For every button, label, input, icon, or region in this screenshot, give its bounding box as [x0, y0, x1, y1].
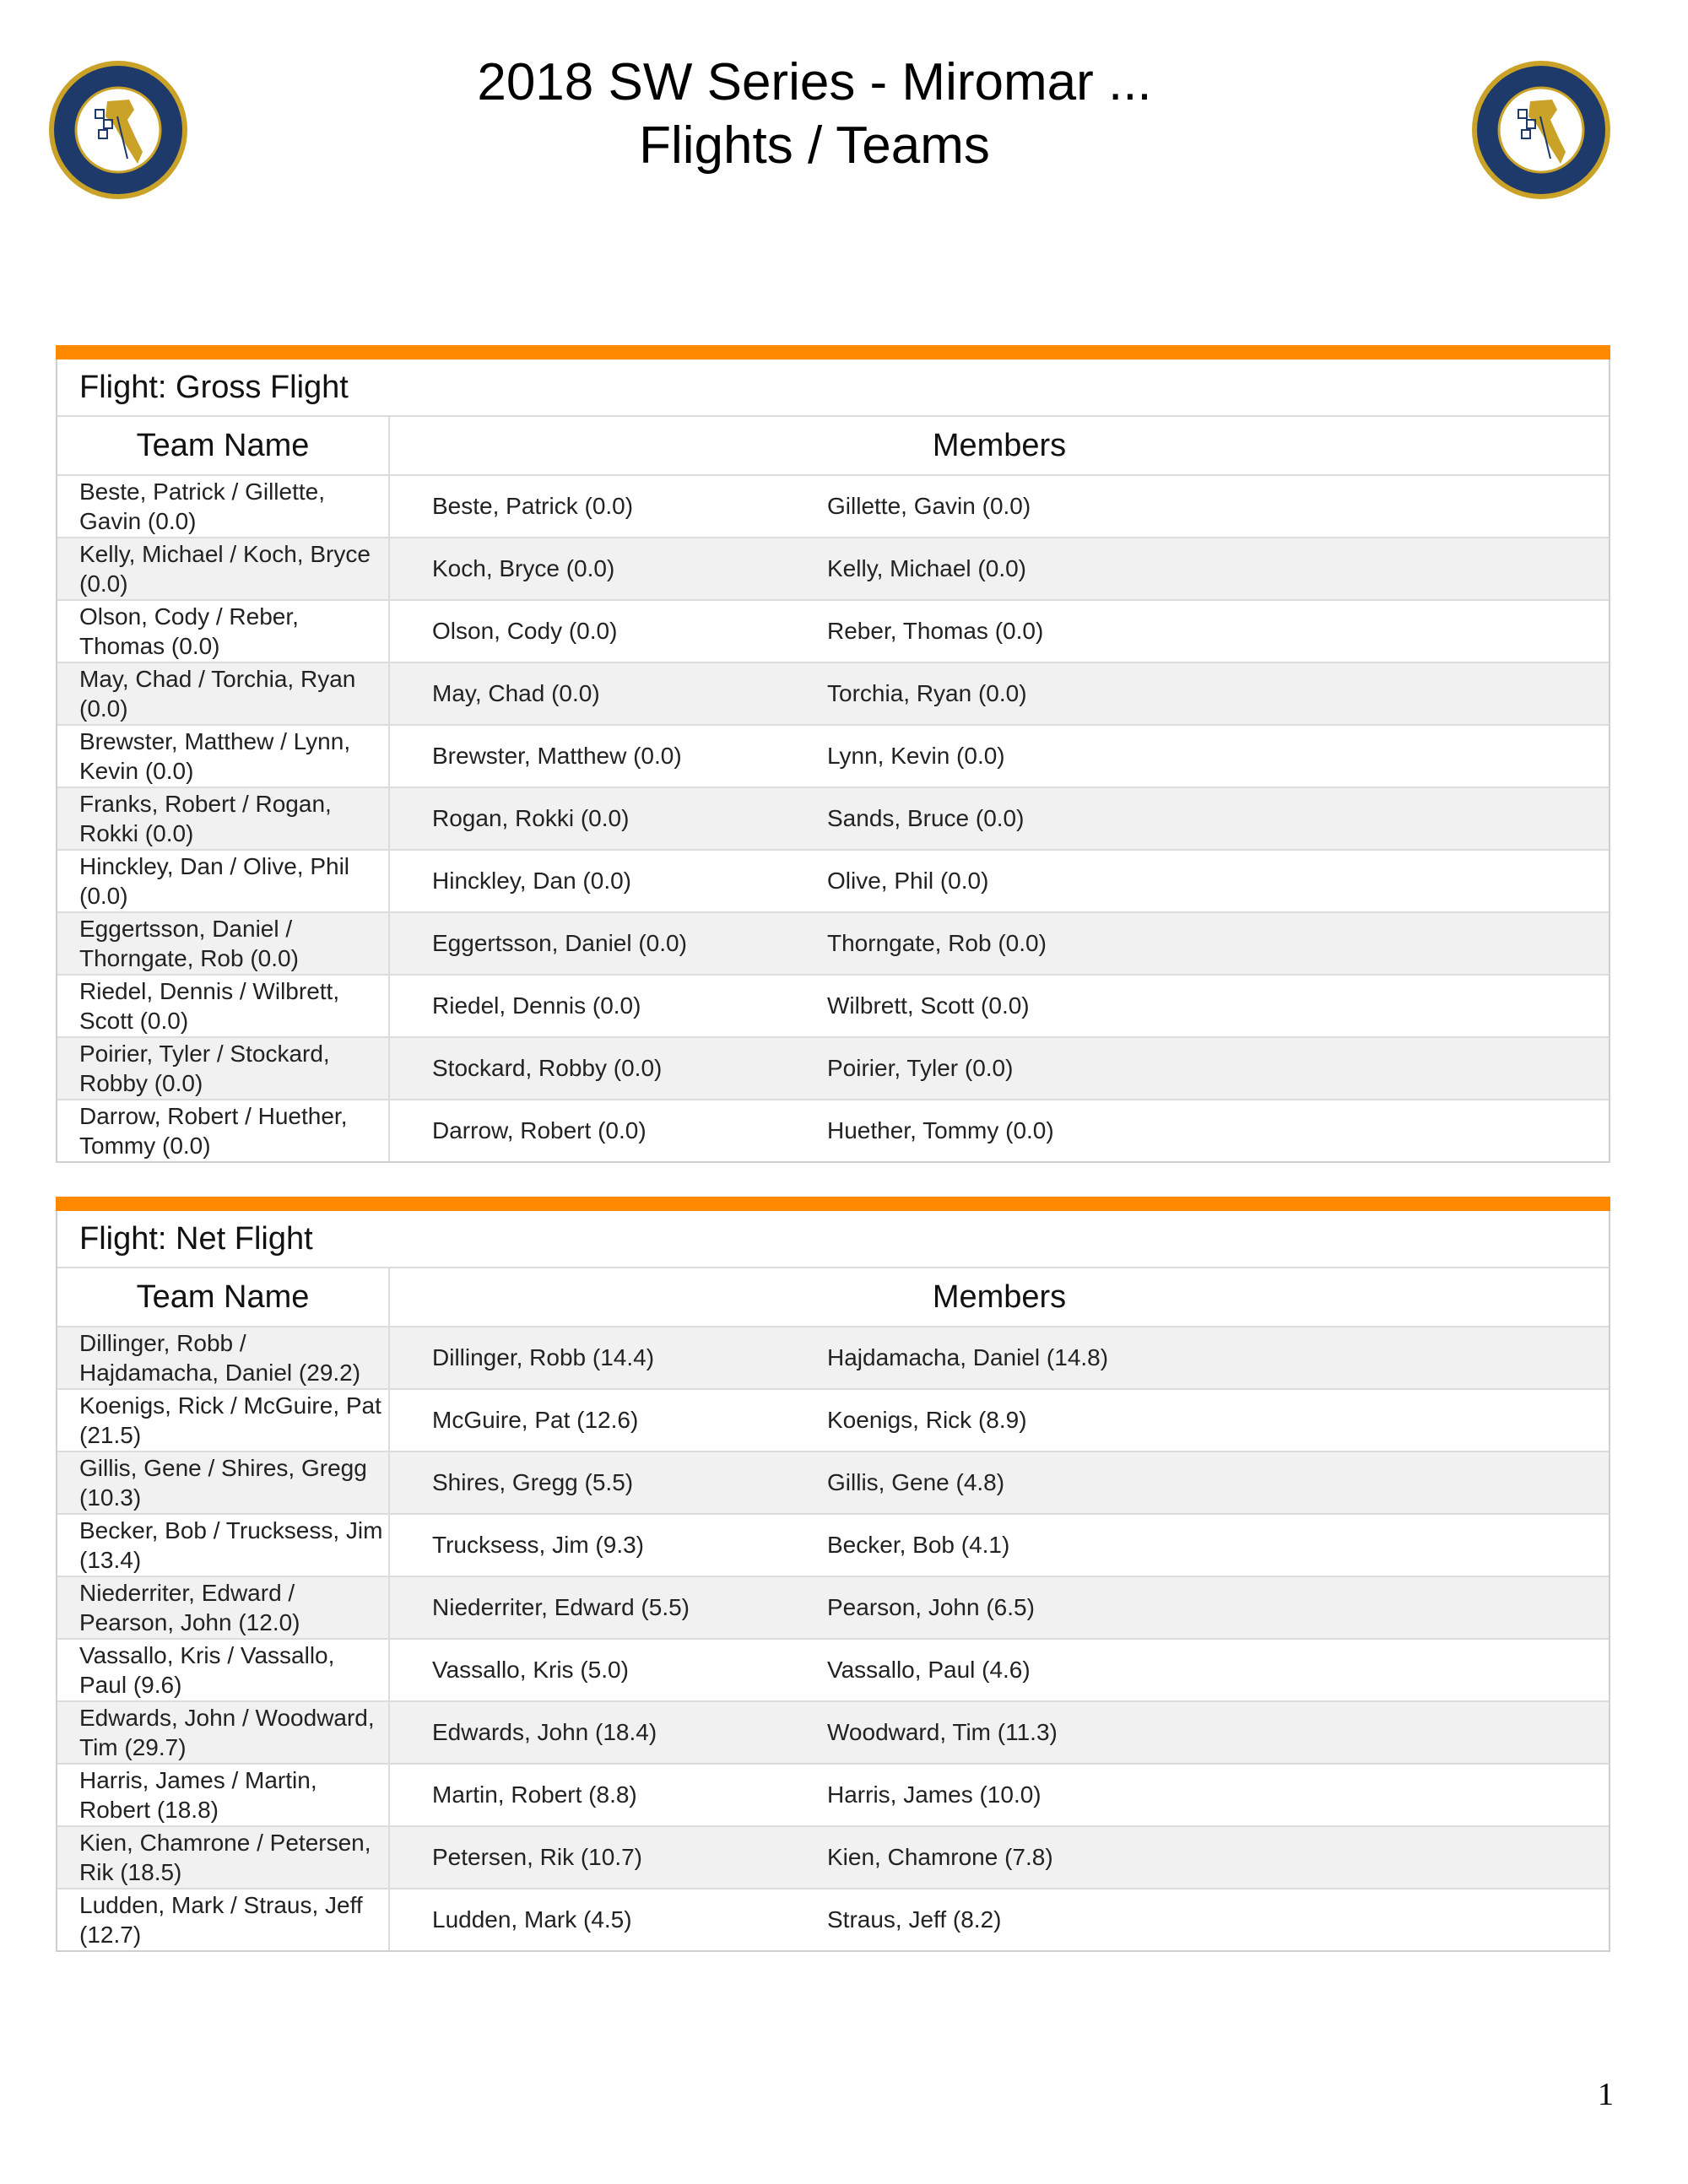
team-name-cell: Hinckley, Dan / Olive, Phil (0.0)	[57, 851, 390, 911]
team-name-cell: Kelly, Michael / Koch, Bryce (0.0)	[57, 538, 390, 599]
team-name-cell: Beste, Patrick / Gillette, Gavin (0.0)	[57, 476, 390, 537]
member-cell: Edwards, John (18.4)	[432, 1719, 657, 1745]
member-cell: May, Chad (0.0)	[432, 680, 600, 706]
team-name-cell: Poirier, Tyler / Stockard, Robby (0.0)	[57, 1038, 390, 1099]
team-name-cell: Kien, Chamrone / Petersen, Rik (18.5)	[57, 1827, 390, 1888]
member-cell: Hinckley, Dan (0.0)	[432, 868, 632, 894]
table-row	[57, 601, 1609, 663]
table-row	[57, 851, 1609, 913]
member-cell: Pearson, John (6.5)	[827, 1594, 1035, 1620]
fsga-seal-icon	[1469, 57, 1613, 203]
member-cell: Huether, Tommy (0.0)	[827, 1117, 1054, 1143]
table-row	[57, 726, 1609, 788]
member-cell: Kelly, Michael (0.0)	[827, 555, 1027, 581]
team-name-cell: Brewster, Matthew / Lynn, Kevin (0.0)	[57, 726, 390, 787]
member-cell: Vassallo, Paul (4.6)	[827, 1657, 1031, 1683]
member-cell: Petersen, Rik (10.7)	[432, 1844, 642, 1870]
member-cell: McGuire, Pat (12.6)	[432, 1407, 639, 1433]
member-cell: Niederriter, Edward (5.5)	[432, 1594, 690, 1620]
member-cell: Lynn, Kevin (0.0)	[827, 743, 1005, 769]
title-line-2: Flights / Teams	[639, 116, 990, 175]
team-name-cell: Niederriter, Edward / Pearson, John (12.0)	[57, 1577, 390, 1638]
member-cell: Rogan, Rokki (0.0)	[432, 805, 630, 831]
member-cell: Brewster, Matthew (0.0)	[432, 743, 682, 769]
member-cell: Koenigs, Rick (8.9)	[827, 1407, 1027, 1433]
table-row	[57, 1640, 1609, 1702]
member-cell: Shires, Gregg (5.5)	[432, 1469, 634, 1495]
team-name-cell: Franks, Robert / Rogan, Rokki (0.0)	[57, 788, 390, 849]
flight-net-section	[56, 1197, 1610, 1952]
member-cell: Becker, Bob (4.1)	[827, 1532, 1010, 1558]
table-row	[57, 788, 1609, 851]
table-row	[57, 1889, 1609, 1950]
team-name-cell: Koenigs, Rick / McGuire, Pat (21.5)	[57, 1390, 390, 1451]
member-cell: Dillinger, Robb (14.4)	[432, 1344, 655, 1370]
member-cell: Vassallo, Kris (5.0)	[432, 1657, 629, 1683]
table-row	[57, 1515, 1609, 1577]
member-cell: Kien, Chamrone (7.8)	[827, 1844, 1053, 1870]
table-row	[57, 1827, 1609, 1889]
table-header	[57, 1268, 1609, 1327]
member-cell: Gillis, Gene (4.8)	[827, 1469, 1005, 1495]
team-name-cell: Riedel, Dennis / Wilbrett, Scott (0.0)	[57, 976, 390, 1036]
member-cell: Wilbrett, Scott (0.0)	[827, 992, 1030, 1019]
fsga-logo-left	[46, 57, 190, 203]
member-cell: Hajdamacha, Daniel (14.8)	[827, 1344, 1109, 1370]
table-row	[57, 1765, 1609, 1827]
member-cell: Straus, Jeff (8.2)	[827, 1906, 1002, 1933]
table-row	[57, 1327, 1609, 1390]
page-number: 1	[1598, 2077, 1614, 2112]
team-name-cell: Eggertsson, Daniel / Thorngate, Rob (0.0)	[57, 913, 390, 974]
member-cell: Poirier, Tyler (0.0)	[827, 1055, 1014, 1081]
member-cell: Martin, Robert (8.8)	[432, 1781, 637, 1808]
table-row	[57, 663, 1609, 726]
flight-title: Flight: Net Flight	[57, 1211, 1609, 1268]
team-name-cell: Olson, Cody / Reber, Thomas (0.0)	[57, 601, 390, 662]
team-name-cell: May, Chad / Torchia, Ryan (0.0)	[57, 663, 390, 724]
member-cell: Eggertsson, Daniel (0.0)	[432, 930, 687, 956]
column-header-team: Team Name	[57, 417, 390, 474]
accent-bar	[56, 345, 1610, 359]
member-cell: Beste, Patrick (0.0)	[432, 493, 634, 519]
member-cell: Ludden, Mark (4.5)	[432, 1906, 632, 1933]
page-title	[295, 51, 1334, 177]
table-row	[57, 1390, 1609, 1452]
team-name-cell: Dillinger, Robb / Hajdamacha, Daniel (29.2)	[57, 1327, 390, 1388]
team-name-cell: Ludden, Mark / Straus, Jeff (12.7)	[57, 1889, 390, 1950]
member-cell: Woodward, Tim (11.3)	[827, 1719, 1058, 1745]
member-cell: Darrow, Robert (0.0)	[432, 1117, 647, 1143]
fsga-logo-right	[1469, 57, 1613, 203]
title-line-1: 2018 SW Series - Miromar ...	[477, 53, 1152, 111]
team-name-cell: Darrow, Robert / Huether, Tommy (0.0)	[57, 1100, 390, 1161]
table-row	[57, 1100, 1609, 1161]
column-header-team: Team Name	[57, 1268, 390, 1326]
member-cell: Stockard, Robby (0.0)	[432, 1055, 663, 1081]
table-header	[57, 417, 1609, 476]
column-header-members: Members	[932, 1279, 1067, 1315]
table-row	[57, 538, 1609, 601]
member-cell: Trucksess, Jim (9.3)	[432, 1532, 644, 1558]
table-row	[57, 1452, 1609, 1515]
member-cell: Gillette, Gavin (0.0)	[827, 493, 1031, 519]
accent-bar	[56, 1197, 1610, 1211]
member-cell: Sands, Bruce (0.0)	[827, 805, 1025, 831]
team-name-cell: Edwards, John / Woodward, Tim (29.7)	[57, 1702, 390, 1763]
member-cell: Olive, Phil (0.0)	[827, 868, 989, 894]
member-cell: Torchia, Ryan (0.0)	[827, 680, 1027, 706]
flight-table	[56, 1211, 1610, 1952]
table-row	[57, 1702, 1609, 1765]
flight-gross-section	[56, 345, 1610, 1163]
flight-table	[56, 359, 1610, 1163]
member-cell: Koch, Bryce (0.0)	[432, 555, 615, 581]
flight-title: Flight: Gross Flight	[57, 359, 1609, 417]
team-name-cell: Harris, James / Martin, Robert (18.8)	[57, 1765, 390, 1825]
table-row	[57, 913, 1609, 976]
table-row	[57, 1038, 1609, 1100]
table-row	[57, 1577, 1609, 1640]
member-cell: Harris, James (10.0)	[827, 1781, 1041, 1808]
member-cell: Thorngate, Rob (0.0)	[827, 930, 1047, 956]
member-cell: Reber, Thomas (0.0)	[827, 618, 1044, 644]
table-row	[57, 476, 1609, 538]
member-cell: Olson, Cody (0.0)	[432, 618, 618, 644]
team-name-cell: Becker, Bob / Trucksess, Jim (13.4)	[57, 1515, 390, 1576]
column-header-members: Members	[932, 428, 1067, 463]
team-name-cell: Gillis, Gene / Shires, Gregg (10.3)	[57, 1452, 390, 1513]
fsga-seal-icon	[46, 57, 190, 203]
member-cell: Riedel, Dennis (0.0)	[432, 992, 641, 1019]
team-name-cell: Vassallo, Kris / Vassallo, Paul (9.6)	[57, 1640, 390, 1700]
table-row	[57, 976, 1609, 1038]
